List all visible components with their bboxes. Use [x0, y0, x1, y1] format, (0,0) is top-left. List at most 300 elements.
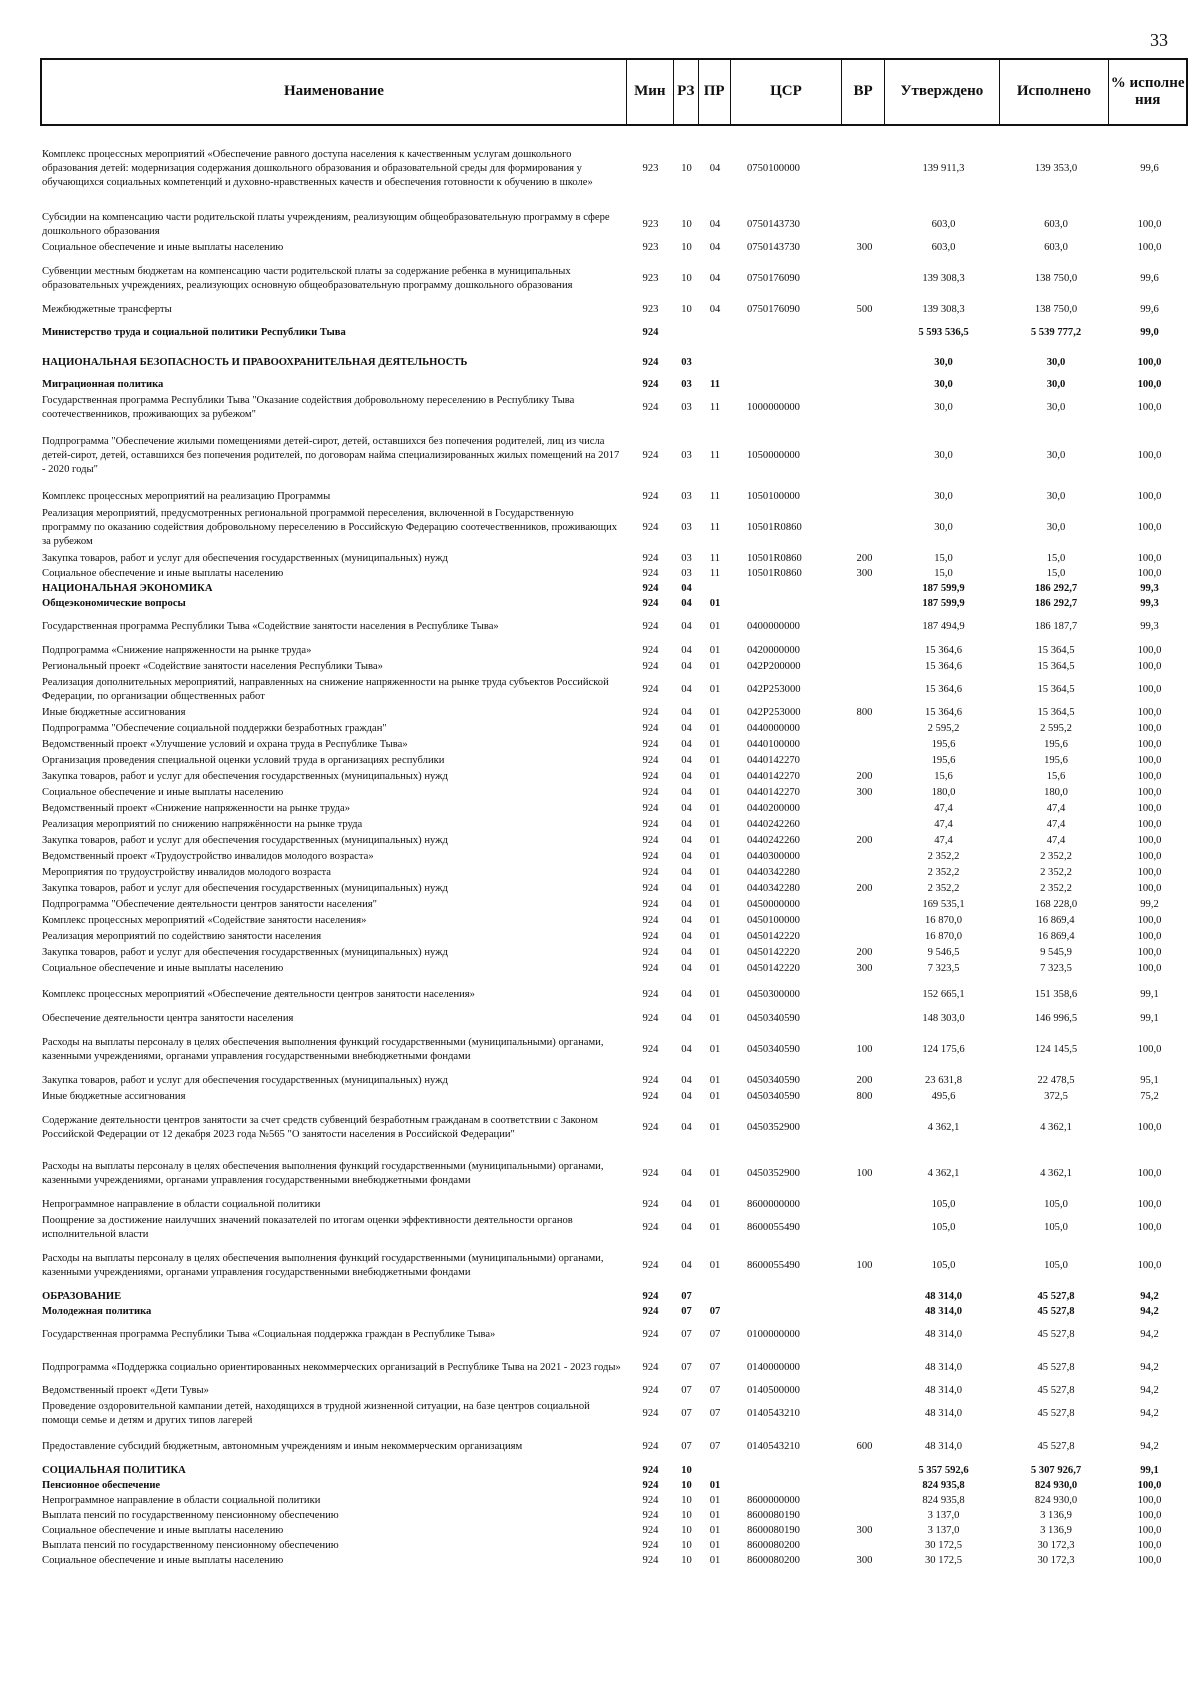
row-csr: 042P253000 — [747, 707, 801, 719]
table-row — [40, 929, 1188, 945]
row-name: СОЦИАЛЬНАЯ ПОЛИТИКА — [42, 1464, 186, 1476]
row-pr: 01 — [709, 1260, 721, 1272]
row-approved: 16 870,0 — [924, 915, 963, 927]
table-row — [40, 737, 1188, 753]
row-name: Организация проведения специальной оценки условий труда в организациях республики — [42, 755, 445, 767]
row-min: 924 — [642, 1290, 659, 1302]
row-approved: 15 364,6 — [924, 661, 963, 673]
row-csr: 0440242260 — [747, 819, 800, 831]
table-row — [40, 849, 1188, 865]
row-min: 924 — [642, 450, 659, 462]
row-pr: 01 — [709, 787, 721, 799]
row-rz: 04 — [681, 835, 692, 847]
table-row — [40, 1073, 1188, 1089]
row-rz: 04 — [681, 684, 692, 696]
row-vr: 200 — [856, 771, 873, 783]
row-csr: 042P200000 — [747, 661, 801, 673]
row-rz: 04 — [681, 1013, 692, 1025]
table-row — [40, 865, 1188, 881]
table-row — [40, 619, 1188, 635]
row-percent: 100,0 — [1137, 491, 1162, 503]
row-executed: 5 539 777,2 — [1030, 327, 1082, 339]
row-executed: 138 750,0 — [1034, 273, 1078, 285]
row-csr: 0440342280 — [747, 883, 800, 895]
table-row — [40, 881, 1188, 897]
row-min: 924 — [642, 1441, 659, 1453]
row-min: 924 — [642, 402, 659, 414]
table-row — [40, 659, 1188, 675]
row-pr: 07 — [709, 1441, 721, 1453]
row-rz: 04 — [681, 1260, 692, 1272]
row-name: Комплекс процессных мероприятий на реализацию Программы — [42, 491, 331, 503]
row-name: НАЦИОНАЛЬНАЯ БЕЗОПАСНОСТЬ И ПРАВООХРАНИТЕЛЬНАЯ ДЕЯТЕЛЬНОСТЬ — [42, 357, 468, 369]
row-percent: 100,0 — [1137, 771, 1162, 783]
row-percent: 99,1 — [1140, 1464, 1159, 1476]
row-min: 924 — [642, 552, 659, 564]
row-csr: 0140543210 — [747, 1441, 800, 1453]
table-row — [40, 433, 1188, 479]
row-name: Подпрограмма «Снижение напряженности на рынке труда» — [42, 645, 312, 657]
row-executed: 4 362,1 — [1040, 1122, 1072, 1134]
row-approved: 7 323,5 — [927, 963, 960, 975]
row-min: 924 — [642, 947, 659, 959]
row-pr: 01 — [709, 947, 721, 959]
row-rz: 10 — [681, 273, 692, 285]
row-approved: 30,0 — [934, 450, 953, 462]
row-pr: 01 — [709, 851, 721, 863]
row-rz: 03 — [681, 402, 692, 414]
row-executed: 195,6 — [1044, 739, 1068, 751]
row-approved: 195,6 — [931, 755, 956, 767]
row-csr: 10501R0860 — [747, 552, 802, 564]
row-name: НАЦИОНАЛЬНАЯ ЭКОНОМИКА — [42, 582, 213, 594]
row-percent: 99,3 — [1140, 621, 1159, 633]
row-rz: 03 — [681, 450, 692, 462]
row-csr: 8600055490 — [747, 1260, 800, 1272]
row-executed: 30,0 — [1046, 379, 1066, 391]
row-rz: 10 — [681, 1554, 692, 1566]
table-row — [40, 833, 1188, 849]
row-rz: 04 — [681, 1222, 692, 1234]
table-row — [40, 256, 1188, 302]
row-min: 924 — [642, 867, 659, 879]
row-executed: 2 352,2 — [1040, 883, 1072, 895]
row-executed: 2 352,2 — [1040, 851, 1072, 863]
row-min: 923 — [642, 163, 659, 175]
row-pr: 01 — [709, 1091, 721, 1103]
row-name: Комплекс процессных мероприятий «Обеспечение равного доступа населения к качественным услугам дошкольного образования детей: модернизация содержания дошкольного образования и образовательной среды для формирования у обучающихся социальных компетенций и духовно-нравственных качеств и обеспечения готовности к обучению в школе» — [42, 149, 593, 188]
row-executed: 15,0 — [1046, 552, 1066, 564]
table-row — [40, 961, 1188, 977]
row-csr: 0440200000 — [747, 803, 800, 815]
row-rz: 07 — [681, 1362, 692, 1374]
row-name: Непрограммное направление в области социальной политики — [42, 1199, 321, 1211]
row-percent: 100,0 — [1137, 787, 1162, 799]
row-pr: 01 — [709, 989, 721, 1001]
row-approved: 105,0 — [931, 1222, 956, 1234]
row-approved: 16 870,0 — [924, 931, 963, 943]
row-approved: 30 172,5 — [924, 1554, 963, 1566]
row-csr: 8600055490 — [747, 1222, 800, 1234]
row-name: Субвенции местным бюджетам на компенсацию части родительской платы за содержание ребенка в муниципальных образовательных учреждениях, реализующих основную общеобразовательную программу дошкольного образования — [42, 266, 573, 291]
row-approved: 180,0 — [931, 787, 956, 799]
table-row — [40, 325, 1188, 341]
table-row — [40, 1327, 1188, 1343]
row-percent: 100,0 — [1137, 947, 1162, 959]
row-name: Ведомственный проект «Дети Тувы» — [42, 1385, 209, 1397]
row-pr: 01 — [709, 1524, 721, 1536]
row-min: 924 — [642, 989, 659, 1001]
row-min: 924 — [642, 491, 659, 503]
row-rz: 04 — [681, 771, 692, 783]
row-pr: 01 — [709, 931, 721, 943]
table-row — [40, 945, 1188, 961]
row-executed: 195,6 — [1044, 755, 1068, 767]
row-executed: 22 478,5 — [1037, 1075, 1075, 1087]
row-csr: 0440242260 — [747, 835, 800, 847]
row-percent: 100,0 — [1137, 867, 1162, 879]
table-row — [40, 1493, 1188, 1508]
table-row — [40, 1478, 1188, 1493]
row-executed: 105,0 — [1044, 1222, 1068, 1234]
row-percent: 100,0 — [1137, 379, 1162, 391]
row-executed: 30 172,3 — [1037, 1539, 1075, 1551]
row-pr: 01 — [709, 899, 721, 911]
row-min: 924 — [642, 1222, 659, 1234]
row-approved: 139 308,3 — [922, 273, 965, 285]
row-approved: 603,0 — [931, 242, 956, 254]
row-rz: 04 — [681, 755, 692, 767]
row-name: Субсидии на компенсацию части родительской платы учреждениям, реализующим общеобразовательную программу в сфере дошкольного образования — [42, 212, 610, 237]
row-percent: 99,0 — [1140, 327, 1159, 339]
row-executed: 47,4 — [1046, 803, 1066, 815]
row-pr: 01 — [709, 621, 721, 633]
row-approved: 4 362,1 — [927, 1122, 960, 1134]
header-vr: ВР — [842, 60, 885, 124]
row-rz: 07 — [681, 1290, 692, 1302]
row-vr: 300 — [856, 1554, 873, 1566]
row-executed: 30 172,3 — [1037, 1554, 1075, 1566]
row-executed: 4 362,1 — [1040, 1168, 1072, 1180]
row-rz: 04 — [681, 787, 692, 799]
row-rz: 04 — [681, 989, 692, 1001]
row-rz: 04 — [681, 739, 692, 751]
row-percent: 94,2 — [1140, 1441, 1159, 1453]
row-pr: 07 — [709, 1385, 721, 1397]
row-name: Комплекс процессных мероприятий «Содействие занятости населения» — [42, 915, 367, 927]
row-name: Непрограммное направление в области социальной политики — [42, 1494, 321, 1506]
header-executed: Исполнено — [1000, 60, 1110, 124]
row-approved: 3 137,0 — [927, 1524, 960, 1536]
row-executed: 372,5 — [1044, 1091, 1068, 1103]
row-pr: 01 — [709, 963, 721, 975]
row-percent: 100,0 — [1137, 1554, 1162, 1566]
row-approved: 105,0 — [931, 1260, 956, 1272]
row-min: 924 — [642, 1199, 659, 1211]
row-pr: 01 — [709, 597, 721, 609]
row-min: 924 — [642, 1013, 659, 1025]
row-csr: 0450142220 — [747, 931, 800, 943]
row-executed: 15 364,5 — [1037, 684, 1075, 696]
row-name: Закупка товаров, работ и услуг для обеспечения государственных (муниципальных) нужд — [42, 835, 448, 847]
row-min: 924 — [642, 1362, 659, 1374]
row-min: 924 — [642, 645, 659, 657]
row-name: Ведомственный проект «Трудоустройство инвалидов молодого возраста» — [42, 851, 374, 863]
row-executed: 47,4 — [1046, 819, 1066, 831]
row-rz: 04 — [681, 883, 692, 895]
row-percent: 100,0 — [1137, 357, 1162, 369]
row-name: Государственная программа Республики Тыва «Содействие занятости населения в Республике Тыва» — [42, 621, 499, 633]
row-percent: 100,0 — [1137, 931, 1162, 943]
header-pr: ПР — [699, 60, 731, 124]
row-rz: 03 — [681, 491, 692, 503]
row-min: 924 — [642, 1122, 659, 1134]
table-row — [40, 643, 1188, 659]
row-approved: 2 352,2 — [927, 883, 960, 895]
row-pr: 01 — [709, 835, 721, 847]
row-percent: 99,6 — [1140, 304, 1159, 316]
row-csr: 0420000000 — [747, 645, 800, 657]
row-rz: 04 — [681, 661, 692, 673]
row-csr: 0440142270 — [747, 787, 800, 799]
row-min: 924 — [642, 379, 659, 391]
row-executed: 824 930,0 — [1034, 1494, 1078, 1506]
table-row — [40, 1105, 1188, 1151]
table-row — [40, 355, 1188, 371]
table-row — [40, 1304, 1188, 1319]
row-min: 924 — [642, 522, 659, 534]
row-csr: 0450340590 — [747, 1091, 800, 1103]
table-row — [40, 769, 1188, 785]
row-rz: 04 — [681, 803, 692, 815]
row-name: Закупка товаров, работ и услуг для обеспечения государственных (муниципальных) нужд — [42, 771, 448, 783]
row-min: 924 — [642, 787, 659, 799]
row-approved: 15 364,6 — [924, 645, 963, 657]
table-row — [40, 393, 1188, 423]
row-percent: 100,0 — [1137, 522, 1162, 534]
row-rz: 07 — [681, 1408, 692, 1420]
row-csr: 0450142220 — [747, 963, 800, 975]
row-min: 924 — [642, 899, 659, 911]
row-min: 924 — [642, 915, 659, 927]
row-percent: 100,0 — [1137, 723, 1162, 735]
table-row — [40, 1011, 1188, 1027]
row-executed: 146 996,5 — [1034, 1013, 1078, 1025]
row-percent: 100,0 — [1137, 1044, 1162, 1056]
row-csr: 0400000000 — [747, 621, 800, 633]
row-percent: 99,6 — [1140, 163, 1159, 175]
row-percent: 94,2 — [1140, 1329, 1159, 1341]
row-approved: 495,6 — [931, 1091, 956, 1103]
row-min: 924 — [642, 684, 659, 696]
row-executed: 124 145,5 — [1034, 1044, 1078, 1056]
row-pr: 01 — [709, 867, 721, 879]
row-rz: 10 — [681, 219, 692, 231]
row-name: Предоставление субсидий бюджетным, автономным учреждениям и иным некоммерческим организациям — [42, 1441, 523, 1453]
row-percent: 94,2 — [1140, 1408, 1159, 1420]
row-executed: 15 364,5 — [1037, 661, 1075, 673]
table-row — [40, 1383, 1188, 1399]
row-name: Иные бюджетные ассигнования — [42, 707, 186, 719]
row-name: Региональный проект «Содействие занятости населения Республики Тыва» — [42, 661, 383, 673]
row-min: 924 — [642, 1479, 659, 1491]
row-vr: 800 — [856, 1091, 873, 1103]
row-executed: 9 545,9 — [1040, 947, 1072, 959]
row-approved: 48 314,0 — [924, 1329, 963, 1341]
table-row — [40, 240, 1188, 256]
row-min: 923 — [642, 219, 659, 231]
row-percent: 100,0 — [1137, 963, 1162, 975]
row-name: Содержание деятельности центров занятости за счет средств субвенций безработным гражданам в соответствии с Законом Российской Федерации от 12 декабря 2023 года №565 "О занятости населения в Российской Федерации" — [42, 1115, 598, 1140]
row-name: Социальное обеспечение и иные выплаты населению — [42, 787, 284, 799]
row-approved: 30,0 — [934, 491, 953, 503]
row-rz: 03 — [681, 522, 692, 534]
row-name: Реализация мероприятий по снижению напряжённости на рынке труда — [42, 819, 363, 831]
row-min: 924 — [642, 1329, 659, 1341]
row-rz: 07 — [681, 1441, 692, 1453]
row-percent: 100,0 — [1137, 684, 1162, 696]
row-name: Выплата пенсий по государственному пенсионному обеспечению — [42, 1509, 339, 1521]
row-percent: 99,6 — [1140, 273, 1159, 285]
row-name: Миграционная политика — [42, 379, 164, 391]
row-min: 924 — [642, 357, 659, 369]
row-rz: 07 — [681, 1305, 692, 1317]
table-row — [40, 897, 1188, 913]
row-rz: 04 — [681, 582, 692, 594]
row-approved: 30,0 — [934, 379, 953, 391]
row-rz: 04 — [681, 947, 692, 959]
row-executed: 105,0 — [1044, 1260, 1068, 1272]
row-pr: 01 — [709, 661, 721, 673]
row-rz: 10 — [681, 1494, 692, 1506]
row-csr: 0450340590 — [747, 1075, 800, 1087]
row-min: 924 — [642, 963, 659, 975]
row-rz: 10 — [681, 163, 692, 175]
table-row — [40, 785, 1188, 801]
row-csr: 8600080200 — [747, 1554, 800, 1566]
row-rz: 07 — [681, 1329, 692, 1341]
row-pr: 04 — [709, 219, 721, 231]
row-min: 924 — [642, 1091, 659, 1103]
table-row — [40, 705, 1188, 721]
row-rz: 04 — [681, 867, 692, 879]
row-vr: 200 — [856, 835, 873, 847]
row-percent: 100,0 — [1137, 450, 1162, 462]
row-pr: 01 — [709, 1122, 721, 1134]
row-executed: 186 292,7 — [1034, 582, 1078, 594]
row-percent: 100,0 — [1137, 1168, 1162, 1180]
row-vr: 200 — [856, 1075, 873, 1087]
row-approved: 3 137,0 — [927, 1509, 960, 1521]
row-approved: 30 172,5 — [924, 1539, 963, 1551]
row-executed: 15 364,5 — [1037, 707, 1075, 719]
row-percent: 100,0 — [1137, 661, 1162, 673]
row-min: 924 — [642, 819, 659, 831]
page-number: 33 — [1150, 30, 1168, 50]
row-executed: 16 869,4 — [1037, 931, 1075, 943]
row-name: Социальное обеспечение и иные выплаты населению — [42, 963, 284, 975]
row-executed: 45 527,8 — [1037, 1408, 1075, 1420]
table-row — [40, 1439, 1188, 1455]
row-pr: 01 — [709, 1199, 721, 1211]
row-min: 924 — [642, 567, 659, 579]
row-rz: 04 — [681, 915, 692, 927]
row-vr: 300 — [856, 787, 873, 799]
row-approved: 48 314,0 — [924, 1362, 963, 1374]
row-approved: 2 595,2 — [927, 723, 960, 735]
row-name: Закупка товаров, работ и услуг для обеспечения государственных (муниципальных) нужд — [42, 883, 448, 895]
row-csr: 8600080190 — [747, 1509, 800, 1521]
row-pr: 01 — [709, 645, 721, 657]
row-vr: 500 — [856, 304, 873, 316]
row-rz: 10 — [681, 1464, 692, 1476]
row-min: 924 — [642, 723, 659, 735]
row-percent: 100,0 — [1137, 755, 1162, 767]
row-pr: 07 — [709, 1329, 721, 1341]
row-rz: 04 — [681, 723, 692, 735]
row-min: 924 — [642, 1408, 659, 1420]
row-csr: 0750100000 — [747, 163, 800, 175]
row-percent: 95,1 — [1140, 1075, 1159, 1087]
row-min: 924 — [642, 755, 659, 767]
row-name: Молодежная политика — [42, 1305, 152, 1317]
budget-table — [40, 58, 1188, 1568]
table-row — [40, 1399, 1188, 1429]
row-csr: 0440142270 — [747, 755, 800, 767]
row-vr: 200 — [856, 883, 873, 895]
row-executed: 15,0 — [1046, 567, 1066, 579]
row-percent: 99,1 — [1140, 989, 1159, 1001]
row-min: 924 — [642, 661, 659, 673]
row-min: 924 — [642, 1260, 659, 1272]
table-row — [40, 753, 1188, 769]
row-executed: 3 136,9 — [1040, 1509, 1072, 1521]
row-min: 924 — [642, 835, 659, 847]
row-min: 924 — [642, 1044, 659, 1056]
row-percent: 100,0 — [1137, 1122, 1162, 1134]
row-name: Закупка товаров, работ и услуг для обеспечения государственных (муниципальных) нужд — [42, 552, 448, 564]
row-pr: 01 — [709, 1013, 721, 1025]
table-row — [40, 1151, 1188, 1197]
row-name: Межбюджетные трансферты — [42, 304, 172, 316]
row-min: 924 — [642, 1075, 659, 1087]
row-percent: 100,0 — [1137, 915, 1162, 927]
row-min: 924 — [642, 771, 659, 783]
row-rz: 03 — [681, 567, 692, 579]
row-pr: 01 — [709, 739, 721, 751]
row-rz: 10 — [681, 1539, 692, 1551]
row-csr: 0100000000 — [747, 1329, 800, 1341]
row-name: Обеспечение деятельности центра занятости населения — [42, 1013, 294, 1025]
row-approved: 48 314,0 — [924, 1305, 963, 1317]
row-executed: 45 527,8 — [1037, 1305, 1075, 1317]
row-vr: 100 — [856, 1044, 873, 1056]
row-rz: 04 — [681, 645, 692, 657]
row-name: Ведомственный проект «Улучшение условий и охрана труда в Республике Тыва» — [42, 739, 408, 751]
row-name: Социальное обеспечение и иные выплаты населению — [42, 242, 284, 254]
row-csr: 0450352900 — [747, 1122, 800, 1134]
row-executed: 47,4 — [1046, 835, 1066, 847]
row-executed: 603,0 — [1044, 242, 1068, 254]
row-name: Социальное обеспечение и иные выплаты населению — [42, 1554, 284, 1566]
row-executed: 30,0 — [1046, 357, 1066, 369]
row-pr: 11 — [709, 402, 721, 414]
table-row — [40, 302, 1188, 318]
row-executed: 15,6 — [1046, 771, 1066, 783]
row-csr: 0440300000 — [747, 851, 800, 863]
row-percent: 99,2 — [1140, 899, 1159, 911]
row-min: 924 — [642, 931, 659, 943]
